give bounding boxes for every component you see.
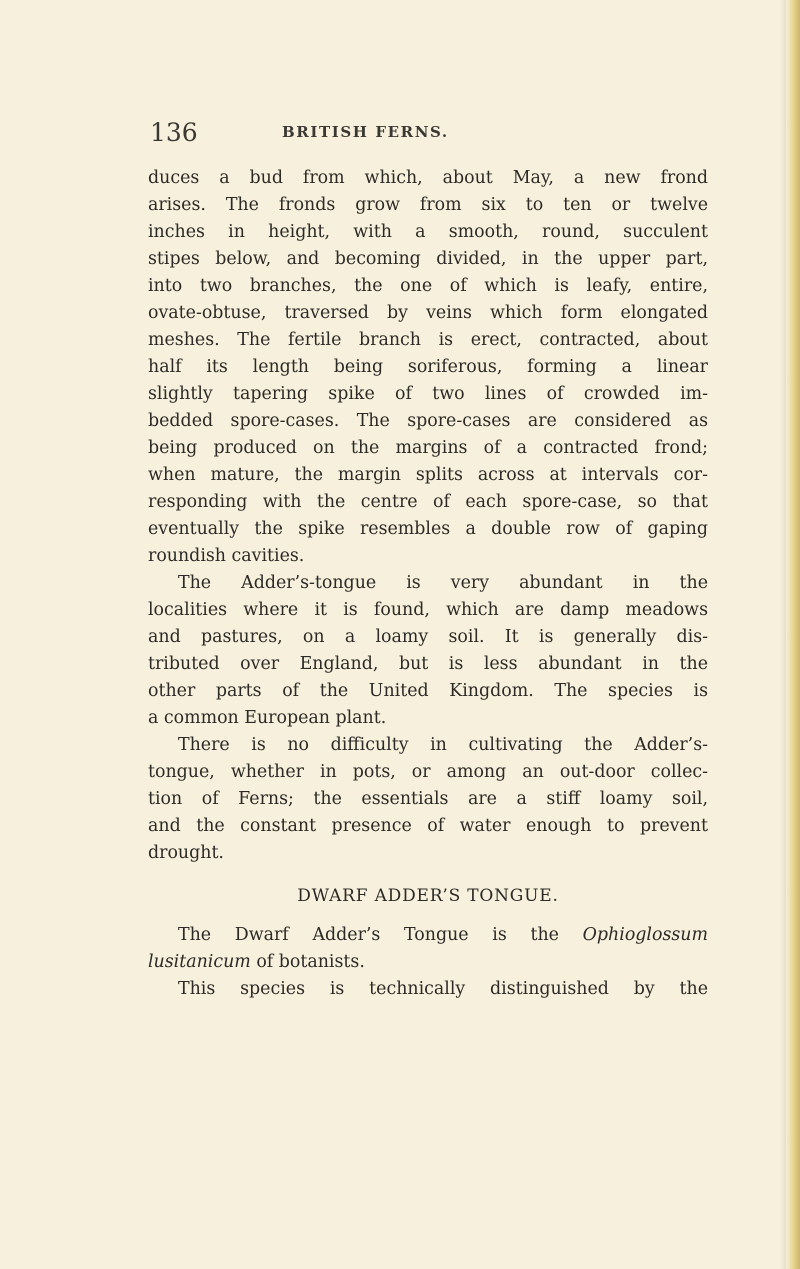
section-heading: DWARF ADDER’S TONGUE. — [297, 886, 559, 906]
text-line: and the constant presence of water enough to prevent — [148, 816, 708, 836]
body-text — [148, 165, 708, 1003]
text-line: when mature, the margin splits across at intervals cor- — [148, 465, 708, 485]
species-name-italic: lusitanicum — [148, 952, 251, 972]
page-number: 136 — [150, 118, 198, 147]
text-line: The Adder’s-tongue is very abundant in the — [178, 573, 708, 593]
text-line: tributed over England, but is less abundant in the — [148, 654, 708, 674]
text-line: bedded spore-cases. The spore-cases are considered as — [148, 411, 708, 431]
text-line: and pastures, on a loamy soil. It is generally dis- — [148, 627, 708, 647]
text-line: slightly tapering spike of two lines of crowded im- — [148, 384, 708, 404]
text-line: being produced on the margins of a contracted frond; — [148, 438, 708, 458]
running-head: BRITISH FERNS. — [282, 123, 449, 141]
text-line: other parts of the United Kingdom. The species is — [148, 681, 708, 701]
text-line: tion of Ferns; the essentials are a stiff loamy soil, — [148, 789, 708, 809]
text-line: into two branches, the one of which is leafy, entire, — [148, 276, 708, 296]
text-line: meshes. The fertile branch is erect, contracted, about — [148, 330, 708, 350]
text-line: eventually the spike resembles a double row of gaping — [148, 519, 708, 539]
text-run: The Dwarf Adder’s Tongue is the — [178, 925, 583, 945]
text-line: responding with the centre of each spore-case, so that — [148, 492, 708, 512]
text-line: localities where it is found, which are damp meadows — [148, 600, 708, 620]
text-line: This species is technically distinguished by the — [178, 979, 708, 999]
text-line: half its length being soriferous, forming a linear — [148, 357, 708, 377]
text-line: There is no difficulty in cultivating the Adder’s- — [178, 735, 708, 755]
text-line — [148, 949, 708, 976]
text-line: inches in height, with a smooth, round, succulent — [148, 222, 708, 242]
text-line: tongue, whether in pots, or among an out-door collec- — [148, 762, 708, 782]
text-line: roundish cavities. — [148, 546, 305, 566]
text-run: of botanists. — [250, 952, 365, 972]
text-line: arises. The fronds grow from six to ten or twelve — [148, 195, 708, 215]
page-gilt-edge — [786, 0, 800, 1269]
text-line: duces a bud from which, about May, a new frond — [148, 168, 708, 188]
text-line: drought. — [148, 843, 224, 863]
text-line: a common European plant. — [148, 708, 387, 728]
species-name-italic: Ophioglossum — [582, 925, 708, 945]
text-line: stipes below, and becoming divided, in the upper part, — [148, 249, 708, 269]
text-line — [148, 922, 708, 949]
page-header — [150, 118, 710, 148]
text-line: ovate-obtuse, traversed by veins which form elongated — [148, 303, 708, 323]
